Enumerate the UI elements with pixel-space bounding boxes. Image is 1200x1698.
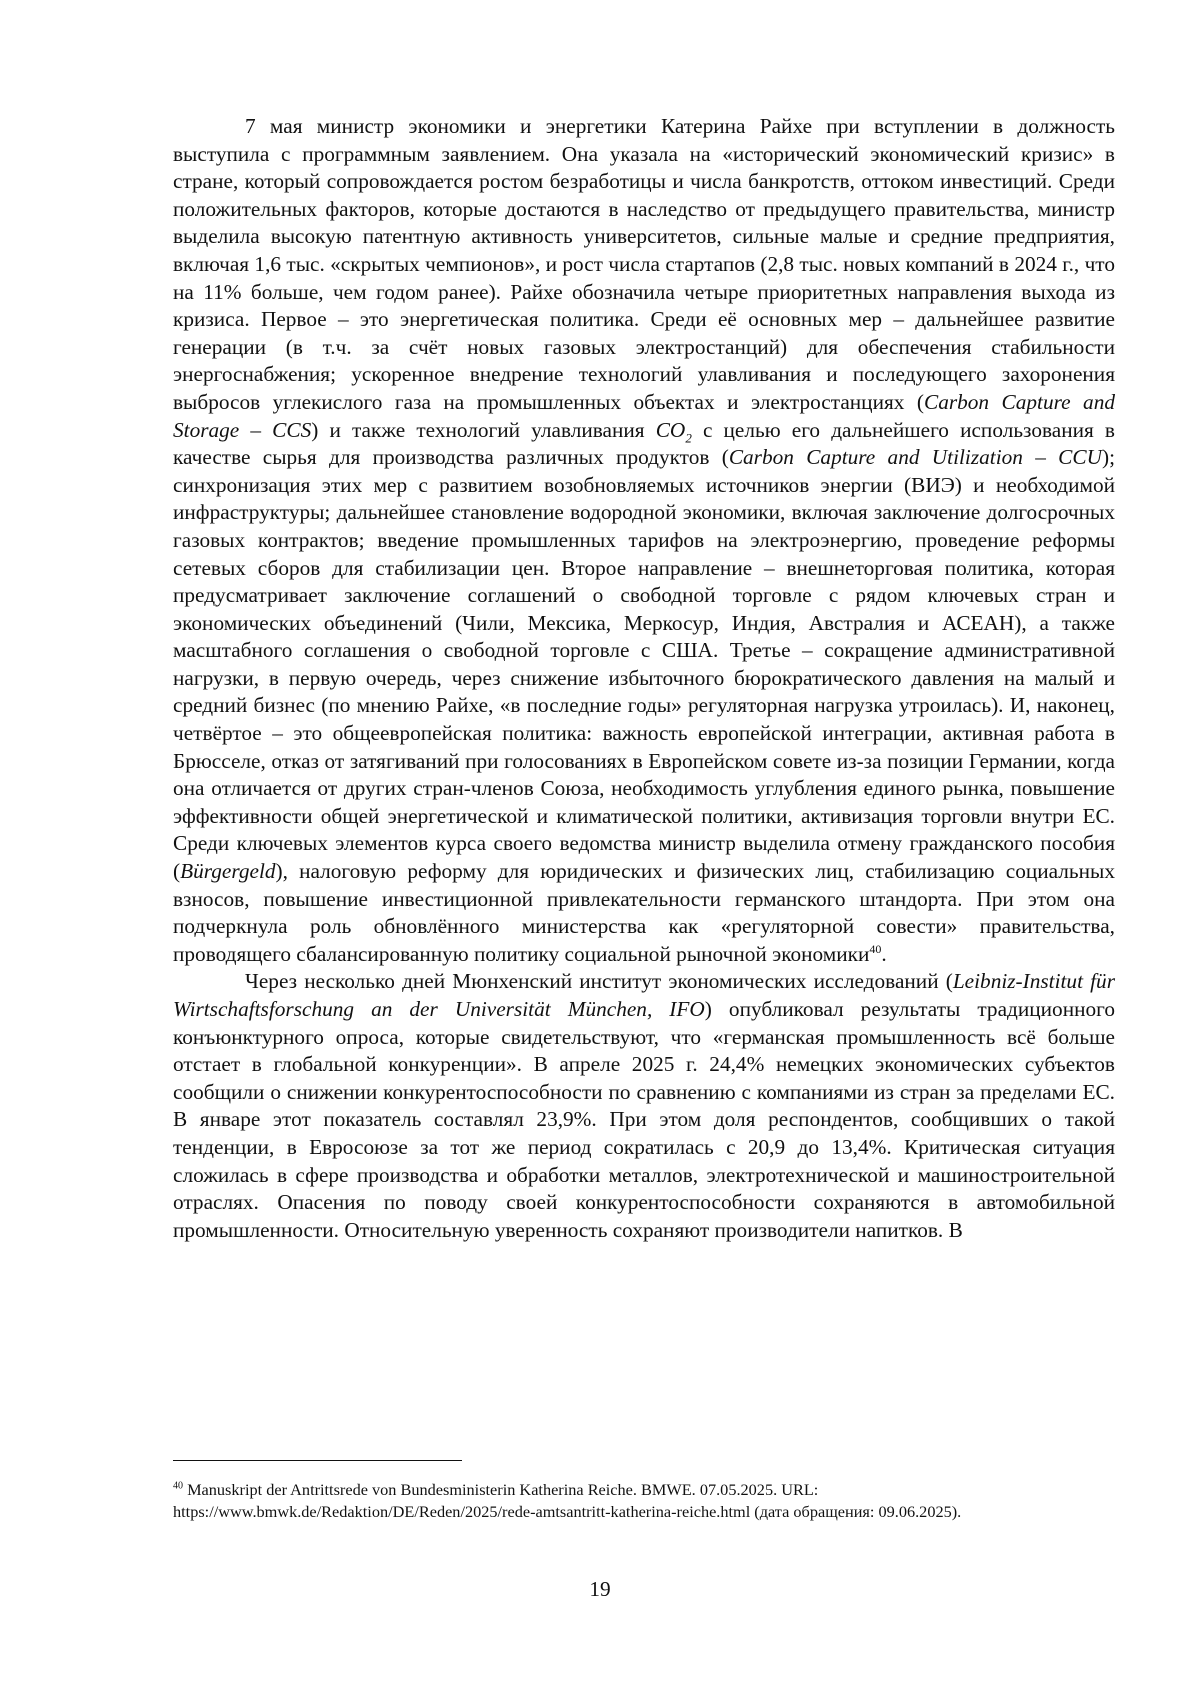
paragraph xyxy=(173,113,1115,968)
text-run: ) опубликовал результаты традиционного конъюнктурного опроса, которые свидетельствуют, что «германская промышленность всё больше отстает в глобальной конкуренции». В апреле 2025 г. 24,4% немецких экономических субъектов сообщили о снижении конкурентоспособности по сравнению с компаниями из стран за пределами ЕС. В январе этот показатель составлял 23,9%. При этом доля респондентов, сообщивших о такой тенденции, в Евросоюзе за тот же период сократилась с 20,9 до 13,4%. Критическая ситуация сложилась в сфере производства и обработки металлов, электротехнической и машиностроительной отраслях. Опасения по поводу своей конкурентоспособности сохраняются в автомобильной промышленности. Относительную уверенность сохраняют производители напитков. В xyxy=(173,997,1115,1242)
body-text xyxy=(173,113,1115,1244)
text-run: с целью его дальнейшего использования в качестве сырья для производства различных продуктов ( xyxy=(173,417,1115,470)
text-run: 7 мая министр экономики и энергетики Катерина Райхе при вступлении в должность выступила с программным заявлением. Она указала на «исторический экономический кризис» в стране, который сопровождается ростом безработицы и числа банкротств, оттоком инвестиций. Среди положительных факторов, которые достаются в наследство от предыдущего правительства, министр выделила высокую патентную активность университетов, сильные малые и средние предприятия, включая 1,6 тыс. «скрытых чемпионов», и рост числа стартапов (2,8 тыс. новых компаний в 2024 г., что на 11% больше, чем годом ранее). Райхе обозначила четыре приоритетных направления выхода из кризиса. Первое – это энергетическая политика. Среди её основных мер – дальнейшее развитие генерации (в т.ч. за счёт новых газовых электростанций) для обеспечения стабильности энергоснабжения; ускоренное внедрение технологий улавливания и последующего захоронения выбросов углекислого газа на промышленных объектах и электростанциях ( xyxy=(173,114,1115,414)
italic-term: Carbon Capture and Storage – CCS xyxy=(173,389,1115,442)
italic-term: Leibniz-Institut für Wirtschaftsforschung an der Universität München, IFO xyxy=(173,969,1115,1021)
footnote-text: Manuskript der Antrittsrede von Bundesministerin Katherina Reiche. BMWE. 07.05.2025. URL: https://www.bmwk.de/Redaktion/DE/Reden/2025/rede-amtsantritt-katherina-reiche.html (дата обращения: 09.06.2025). xyxy=(173,1480,962,1521)
text-run: ) и также технологий улавливания xyxy=(311,417,656,442)
page-number: 19 xyxy=(589,1577,611,1601)
text-run: . xyxy=(881,941,887,966)
footnote xyxy=(173,1479,1115,1523)
italic-term: Carbon Capture and Utilization – CCU xyxy=(728,445,1102,470)
text-run: ), налоговую реформу для юридических и физических лиц, стабилизацию социальных взносов, повышение инвестиционной привлекательности германского штандорта. При этом она подчеркнула роль обновлённого министерства как «регуляторной совести» правительства, проводящего сбалансированную политику социальной рыночной экономики xyxy=(173,859,1115,966)
footnote-separator xyxy=(173,1460,462,1461)
text-run: Через несколько дней Мюнхенский институт экономических исследований ( xyxy=(245,969,953,994)
italic-formula: CO xyxy=(655,417,686,442)
italic-term: Bürgergeld xyxy=(180,859,276,884)
text-run: ); синхронизация этих мер с развитием возобновляемых источников энергии (ВИЭ) и необходимой инфраструктуры; дальнейшее становление водородной экономики, включая заключение долгосрочных газовых контрактов; введение промышленных тарифов на электроэнергию, проведение реформы сетевых сборов для стабилизации цен. Второе направление – внешнеторговая политика, которая предусматривает заключение соглашений о свободной торговле с рядом ключевых стран и экономических объединений (Чили, Мексика, Меркосур, Индия, Австралия и АСЕАН), а также масштабного соглашения о свободной торговле с США. Третье – сокращение административной нагрузки, в первую очередь, через снижение избыточного бюрократического давления на малый и средний бизнес (по мнению Райхе, «в последние годы» регуляторная нагрузка утроилась). И, наконец, четвёртое – это общеевропейская политика: важность европейской интеграции, активная работа в Брюсселе, отказ от затягиваний при голосованиях в Европейском совете из-за позиции Германии, когда она отличается от других стран-членов Союза, необходимость углубления единого рынка, повышение эффективности общей энергетической и климатической политики, активизация торговли внутри ЕС. Среди ключевых элементов курса своего ведомства министр выделила отмену гражданского пособия ( xyxy=(173,445,1115,884)
paragraph xyxy=(173,968,1115,1244)
formula-subscript: 2 xyxy=(685,429,692,445)
footnote-number: 40 xyxy=(173,1480,183,1492)
footnote-reference[interactable]: 40 xyxy=(869,941,882,956)
